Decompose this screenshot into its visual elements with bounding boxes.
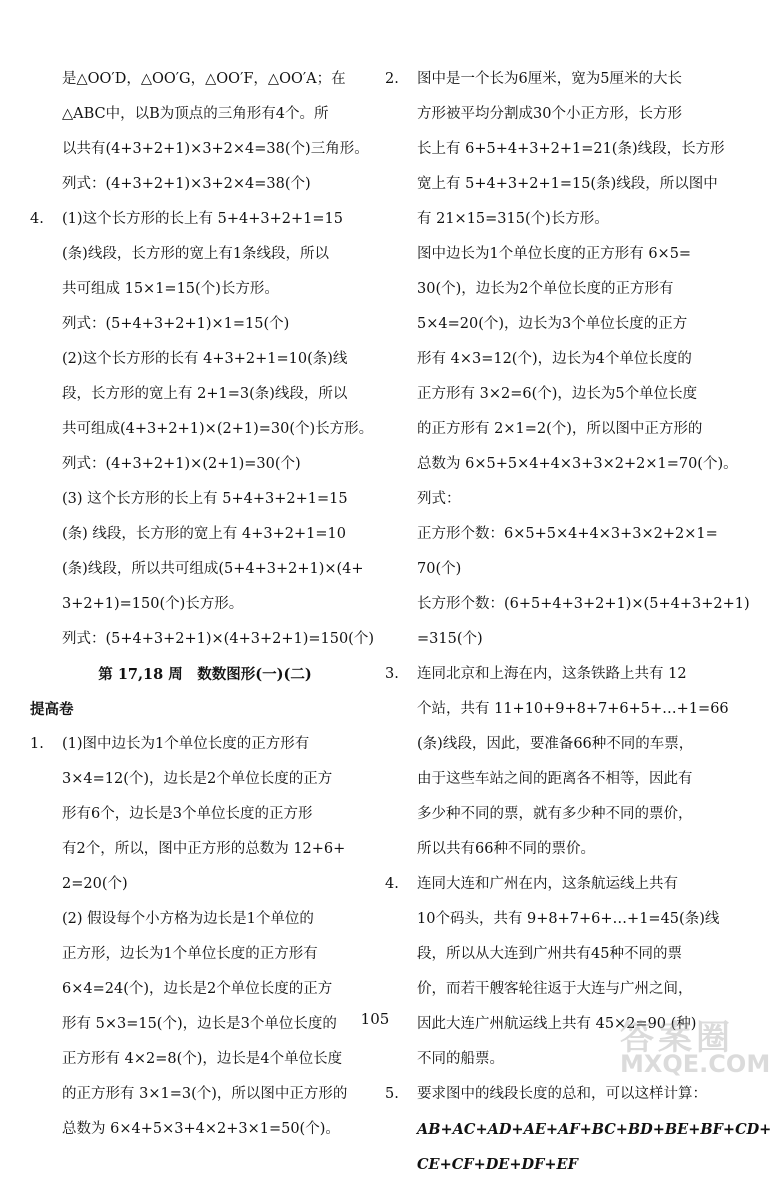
text-line <box>385 62 730 97</box>
text-line <box>30 657 360 692</box>
text-line <box>385 762 730 797</box>
text-line <box>385 202 730 237</box>
line-text: 3+2+1)=150(个)长方形。 <box>62 596 244 612</box>
line-text: 形有6个，边长是3个单位长度的正方形 <box>62 806 313 822</box>
line-text: 有2个，所以，图中正方形的总数为 12+6+ <box>62 841 346 857</box>
line-text: 5×4=20(个)，边长为3个单位长度的正方 <box>417 316 688 332</box>
line-text: 70(个) <box>417 561 462 577</box>
line-text: 长上有 6+5+4+3+2+1=21(条)线段，长方形 <box>417 141 725 157</box>
text-line <box>385 342 730 377</box>
line-text: 连同大连和广州在内，这条航运线上共有 <box>417 876 678 892</box>
line-text: 总数为 6×5+5×4+4×3+3×2+2×1=70(个)。 <box>417 456 738 472</box>
text-line <box>30 342 360 377</box>
section-heading: 第 17,18 周 数数图形(一)(二) <box>98 666 312 683</box>
text-line <box>30 1112 360 1147</box>
text-line <box>385 1077 730 1112</box>
item-number: 2. <box>385 71 399 87</box>
text-line <box>385 587 750 622</box>
line-text: 是△OO′D，△OO′G，△OO′F，△OO′A；在 <box>62 71 346 87</box>
line-text: =315(个) <box>417 631 483 647</box>
text-line <box>30 937 360 972</box>
line-text: 共可组成 15×1=15(个)长方形。 <box>62 281 279 297</box>
line-text: (2) 假设每个小方格为边长是1个单位的 <box>62 911 314 927</box>
line-text: 30(个)，边长为2个单位长度的正方形有 <box>417 281 674 297</box>
line-text: 的正方形有 2×1=2(个)，所以图中正方形的 <box>417 421 703 437</box>
text-line <box>30 62 360 97</box>
text-line <box>30 972 360 1007</box>
text-line <box>30 132 369 167</box>
line-text: 价，而若干艘客轮往返于大连与广州之间， <box>417 981 693 997</box>
line-text: 长方形个数：(6+5+4+3+2+1)×(5+4+3+2+1) <box>417 596 750 612</box>
text-line <box>30 377 360 412</box>
line-text: 由于这些车站之间的距离各不相等，因此有 <box>417 771 693 787</box>
line-text: 形有 4×3=12(个)，边长为4个单位长度的 <box>417 351 692 367</box>
text-line <box>385 1112 771 1147</box>
text-line <box>385 727 730 762</box>
watermark-logo <box>545 1010 771 1080</box>
line-text: 因此大连广州航运线上共有 45×2=90 (种) <box>417 1016 697 1032</box>
line-text: 6×4=24(个)，边长是2个单位长度的正方 <box>62 981 333 997</box>
text-line <box>385 237 730 272</box>
line-text: 列式： <box>417 491 461 507</box>
line-text: 正方形有 4×2=8(个)，边长是4个单位长度 <box>62 1051 343 1067</box>
text-line <box>385 412 730 447</box>
text-line <box>30 412 374 447</box>
line-text: 列式：(5+4+3+2+1)×(4+3+2+1)=150(个) <box>62 631 374 647</box>
item-number: 5. <box>385 1086 399 1102</box>
text-line <box>30 902 360 937</box>
text-line <box>385 797 730 832</box>
line-text: 段，所以从大连到广州共有45种不同的票 <box>417 946 682 962</box>
text-line <box>385 622 730 657</box>
item-number: 4. <box>385 876 399 892</box>
left-column <box>30 62 374 1147</box>
line-text: 以共有(4+3+2+1)×3+2×4=38(个)三角形。 <box>62 141 369 157</box>
section-label: 提高卷 <box>30 701 74 718</box>
text-line <box>30 272 360 307</box>
text-line <box>385 377 730 412</box>
line-text: 要求图中的线段长度的总和，可以这样计算： <box>417 1086 707 1102</box>
line-text: 3×4=12(个)，边长是2个单位长度的正方 <box>62 771 333 787</box>
line-text: 列式：(4+3+2+1)×(2+1)=30(个) <box>62 456 301 472</box>
line-text: AB+AC+AD+AE+AF+BC+BD+BE+BF+CD+ <box>417 1121 771 1138</box>
line-text: 宽上有 5+4+3+2+1=15(条)线段，所以图中 <box>417 176 718 192</box>
item-number: 1. <box>30 736 44 752</box>
line-text: 共可组成(4+3+2+1)×(2+1)=30(个)长方形。 <box>62 421 374 437</box>
item-number: 4. <box>30 211 44 227</box>
text-line <box>385 902 730 937</box>
line-text: 列式：(4+3+2+1)×3+2×4=38(个) <box>62 176 311 192</box>
text-line <box>30 832 360 867</box>
text-line <box>385 1147 730 1182</box>
text-line <box>385 272 730 307</box>
text-line <box>385 692 730 727</box>
line-text: 有 21×15=315(个)长方形。 <box>417 211 609 227</box>
line-text: 的正方形有 3×1=3(个)，所以图中正方形的 <box>62 1086 348 1102</box>
line-text: (条)线段，所以共可组成(5+4+3+2+1)×(4+ <box>62 561 364 577</box>
text-line <box>385 167 730 202</box>
text-line <box>30 727 360 762</box>
text-line <box>30 447 360 482</box>
text-line <box>385 132 730 167</box>
text-line <box>385 832 730 867</box>
line-text: (条)线段，因此，要准备66种不同的车票， <box>417 736 694 752</box>
line-text: 图中边长为1个单位长度的正方形有 6×5= <box>417 246 692 262</box>
text-line <box>385 517 730 552</box>
line-text: 段，长方形的宽上有 2+1=3(条)线段，所以 <box>62 386 348 402</box>
line-text: 总数为 6×4+5×3+4×2+3×1=50(个)。 <box>62 1121 340 1137</box>
text-line <box>30 762 360 797</box>
line-text: 不同的船票。 <box>417 1051 504 1067</box>
text-line <box>385 482 730 517</box>
line-text: 10个码头，共有 9+8+7+6+…+1=45(条)线 <box>417 911 720 927</box>
text-line <box>30 1042 360 1077</box>
text-line <box>30 1077 360 1112</box>
text-line <box>30 167 360 202</box>
text-line <box>30 797 360 832</box>
line-text: 2=20(个) <box>62 876 128 892</box>
text-line <box>385 307 730 342</box>
text-line <box>385 552 730 587</box>
line-text: 正方形有 3×2=6(个)，边长为5个单位长度 <box>417 386 698 402</box>
text-line <box>30 552 364 587</box>
line-text: (条) 线段，长方形的宽上有 4+3+2+1=10 <box>62 526 346 542</box>
text-line <box>385 972 730 1007</box>
line-text: △ABC中，以B为顶点的三角形有4个。所 <box>62 106 329 122</box>
line-text: CE+CF+DE+DF+EF <box>417 1156 578 1173</box>
item-number: 3. <box>385 666 399 682</box>
page-number: 105 <box>360 1010 390 1028</box>
watermark-url: MXQE.COM <box>620 1050 771 1078</box>
line-text: 所以共有66种不同的票价。 <box>417 841 595 857</box>
line-text: 正方形个数：6×5+5×4+4×3+3×2+2×1= <box>417 526 718 542</box>
text-line <box>385 657 730 692</box>
line-text: (1)这个长方形的长上有 5+4+3+2+1=15 <box>62 211 343 227</box>
text-line <box>30 202 360 237</box>
text-line <box>385 937 730 972</box>
text-line <box>30 692 360 727</box>
text-line <box>385 867 730 902</box>
text-line <box>30 97 360 132</box>
line-text: 连同北京和上海在内，这条铁路上共有 12 <box>417 666 687 682</box>
line-text: 方形被平均分割成30个小正方形，长方形 <box>417 106 682 122</box>
text-line <box>30 517 360 552</box>
line-text: 多少种不同的票，就有多少种不同的票价， <box>417 806 693 822</box>
text-line <box>30 622 374 657</box>
text-line <box>30 587 360 622</box>
watermark-text: 答案圈 <box>620 1018 734 1058</box>
line-text: 图中是一个长为6厘米，宽为5厘米的大长 <box>417 71 682 87</box>
text-line <box>30 237 360 272</box>
text-line <box>30 307 360 342</box>
line-text: (3) 这个长方形的长上有 5+4+3+2+1=15 <box>62 491 348 507</box>
line-text: (1)图中边长为1个单位长度的正方形有 <box>62 736 310 752</box>
line-text: 个站，共有 11+10+9+8+7+6+5+…+1=66 <box>417 701 729 717</box>
text-line <box>30 867 360 902</box>
line-text: (条)线段，长方形的宽上有1条线段，所以 <box>62 246 330 262</box>
line-text: 列式：(5+4+3+2+1)×1=15(个) <box>62 316 290 332</box>
text-line <box>385 97 730 132</box>
line-text: (2)这个长方形的长有 4+3+2+1=10(条)线 <box>62 351 348 367</box>
text-line <box>385 447 738 482</box>
text-line <box>30 482 360 517</box>
line-text: 正方形，边长为1个单位长度的正方形有 <box>62 946 318 962</box>
line-text: 形有 5×3=15(个)，边长是3个单位长度的 <box>62 1016 337 1032</box>
